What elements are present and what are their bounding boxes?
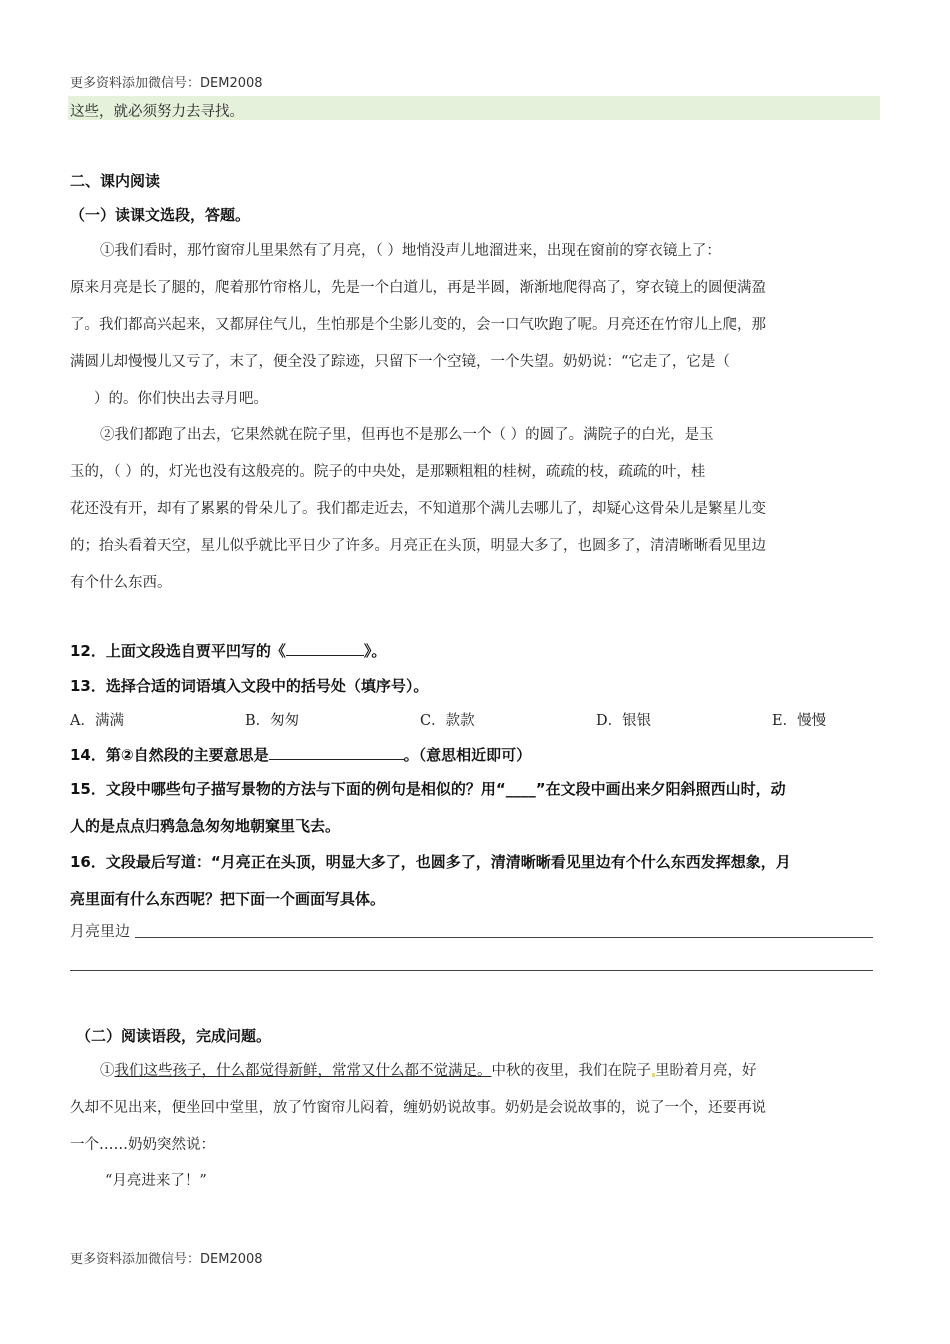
part2-title: （二）阅读语段，完成问题。 xyxy=(76,1027,272,1045)
part2-quote xyxy=(105,1169,207,1190)
q12-text: 12．上面文段选自贾平凹写的《 xyxy=(70,642,286,660)
q14-text: 14．第②自然段的主要意思是 xyxy=(70,746,269,764)
p2-line-1: ②我们都跑了出去，它果然就在院子里，但再也不是那么一个（ ）的圆了。满院子的白光，是玉 xyxy=(100,427,714,443)
p1-line-3: 了。我们都高兴起来，又都屏住气儿，生怕那是个尘影儿变的，会一口气吹跑了呢。月亮还在竹帘儿上爬，那 xyxy=(70,317,766,333)
answer-line-1[interactable] xyxy=(135,937,873,938)
part2-p1-line-2: 久却不见出来，便坐回中堂里，放了竹窗帘儿闷着，缠奶奶说故事。奶奶是会说故事的，说了一个，还要再说 xyxy=(70,1100,766,1116)
question-13: 13．选择合适的词语填入文段中的括号处（填序号）。 xyxy=(70,677,429,695)
q14-blank[interactable] xyxy=(269,745,404,760)
answer-line-2[interactable] xyxy=(70,970,873,971)
option-a[interactable]: A．满满 xyxy=(70,713,124,729)
q14-suffix: 。（意思相近即可） xyxy=(403,746,532,764)
underlined-sentence: 我们这些孩子，什么都觉得新鲜，常常又什么都不觉满足。 xyxy=(114,1063,492,1079)
p2-line-5: 有个什么东西。 xyxy=(70,575,172,591)
part2-p1-line-1 xyxy=(100,1059,757,1080)
option-c[interactable]: C．款款 xyxy=(420,713,475,729)
page-header: 更多资料添加微信号：DEM2008 xyxy=(70,76,263,91)
option-d[interactable]: D．银银 xyxy=(596,713,652,729)
question-16-line-1: 16．文段最后写道：“月亮正在头顶，明显大多了，也圆多了，清清晰晰看见里边有个什么东西发挥想象，月 xyxy=(70,853,791,871)
section-title: 二、课内阅读 xyxy=(70,172,161,190)
p2-line-3: 花还没有开，却有了累累的骨朵儿了。我们都走近去，不知道那个满儿去哪儿了，却疑心这骨朵儿是繁星儿变 xyxy=(70,501,766,517)
p1-line-1: ①我们看时，那竹窗帘儿里果然有了月亮，（ ）地悄没声儿地溜进来，出现在窗前的穿衣镜上了： xyxy=(100,243,721,259)
p1-line-4: 满圆儿却慢慢儿又亏了，末了，便全没了踪迹，只留下一个空镜，一个失望。奶奶说：“它走了，它是（ xyxy=(70,354,730,370)
part2-p1-rest: 中秋的夜里，我们在院子 xyxy=(491,1063,651,1079)
question-14 xyxy=(70,744,531,765)
option-e[interactable]: E．慢慢 xyxy=(772,713,827,729)
top-line-text: 这些，就必须努力去寻找。 xyxy=(70,104,244,120)
answer-label: 月亮里边 xyxy=(70,922,131,940)
p1-line-5: ）的。你们快出去寻月吧。 xyxy=(94,391,268,407)
part1-title: （一）读课文选段，答题。 xyxy=(70,206,251,224)
question-15-line-2: 人的是点点归鸦急急匆匆地朝窠里飞去。 xyxy=(70,817,341,835)
q12-close: 》。 xyxy=(363,642,387,660)
q12-blank[interactable] xyxy=(286,641,364,656)
question-16-line-2: 亮里面有什么东西呢？把下面一个画面写具体。 xyxy=(70,890,386,908)
p1-line-2: 原来月亮是长了腿的，爬着那竹帘格儿，先是一个白道儿，再是半圆，渐渐地爬得高了，穿衣镜上的圆便满盈 xyxy=(70,280,766,296)
option-b[interactable]: B．匆匆 xyxy=(245,713,300,729)
part2-p1-rest-b: 里盼着月亮，好 xyxy=(655,1063,757,1079)
question-15-line-1: 15．文段中哪些句子描写景物的方法与下面的例句是相似的？用“____”在文段中画出来夕阳斜照西山时，动 xyxy=(70,780,786,798)
part2-p1-line-3: 一个……奶奶突然说： xyxy=(70,1137,215,1153)
quote-text: “月亮进来了！” xyxy=(105,1173,207,1189)
p2-line-4: 的；抬头看着天空，星儿似乎就比平日少了许多。月亮正在头顶，明显大多了，也圆多了，清清晰晰看见里边 xyxy=(70,538,766,554)
page-footer: 更多资料添加微信号：DEM2008 xyxy=(70,1252,263,1267)
part2-p1-prefix: ① xyxy=(100,1063,115,1079)
question-12 xyxy=(70,640,386,661)
p2-line-2: 玉的，（ ）的，灯光也没有这般亮的。院子的中央处，是那颗粗粗的桂树，疏疏的枝，疏疏的叶，桂 xyxy=(70,464,706,480)
